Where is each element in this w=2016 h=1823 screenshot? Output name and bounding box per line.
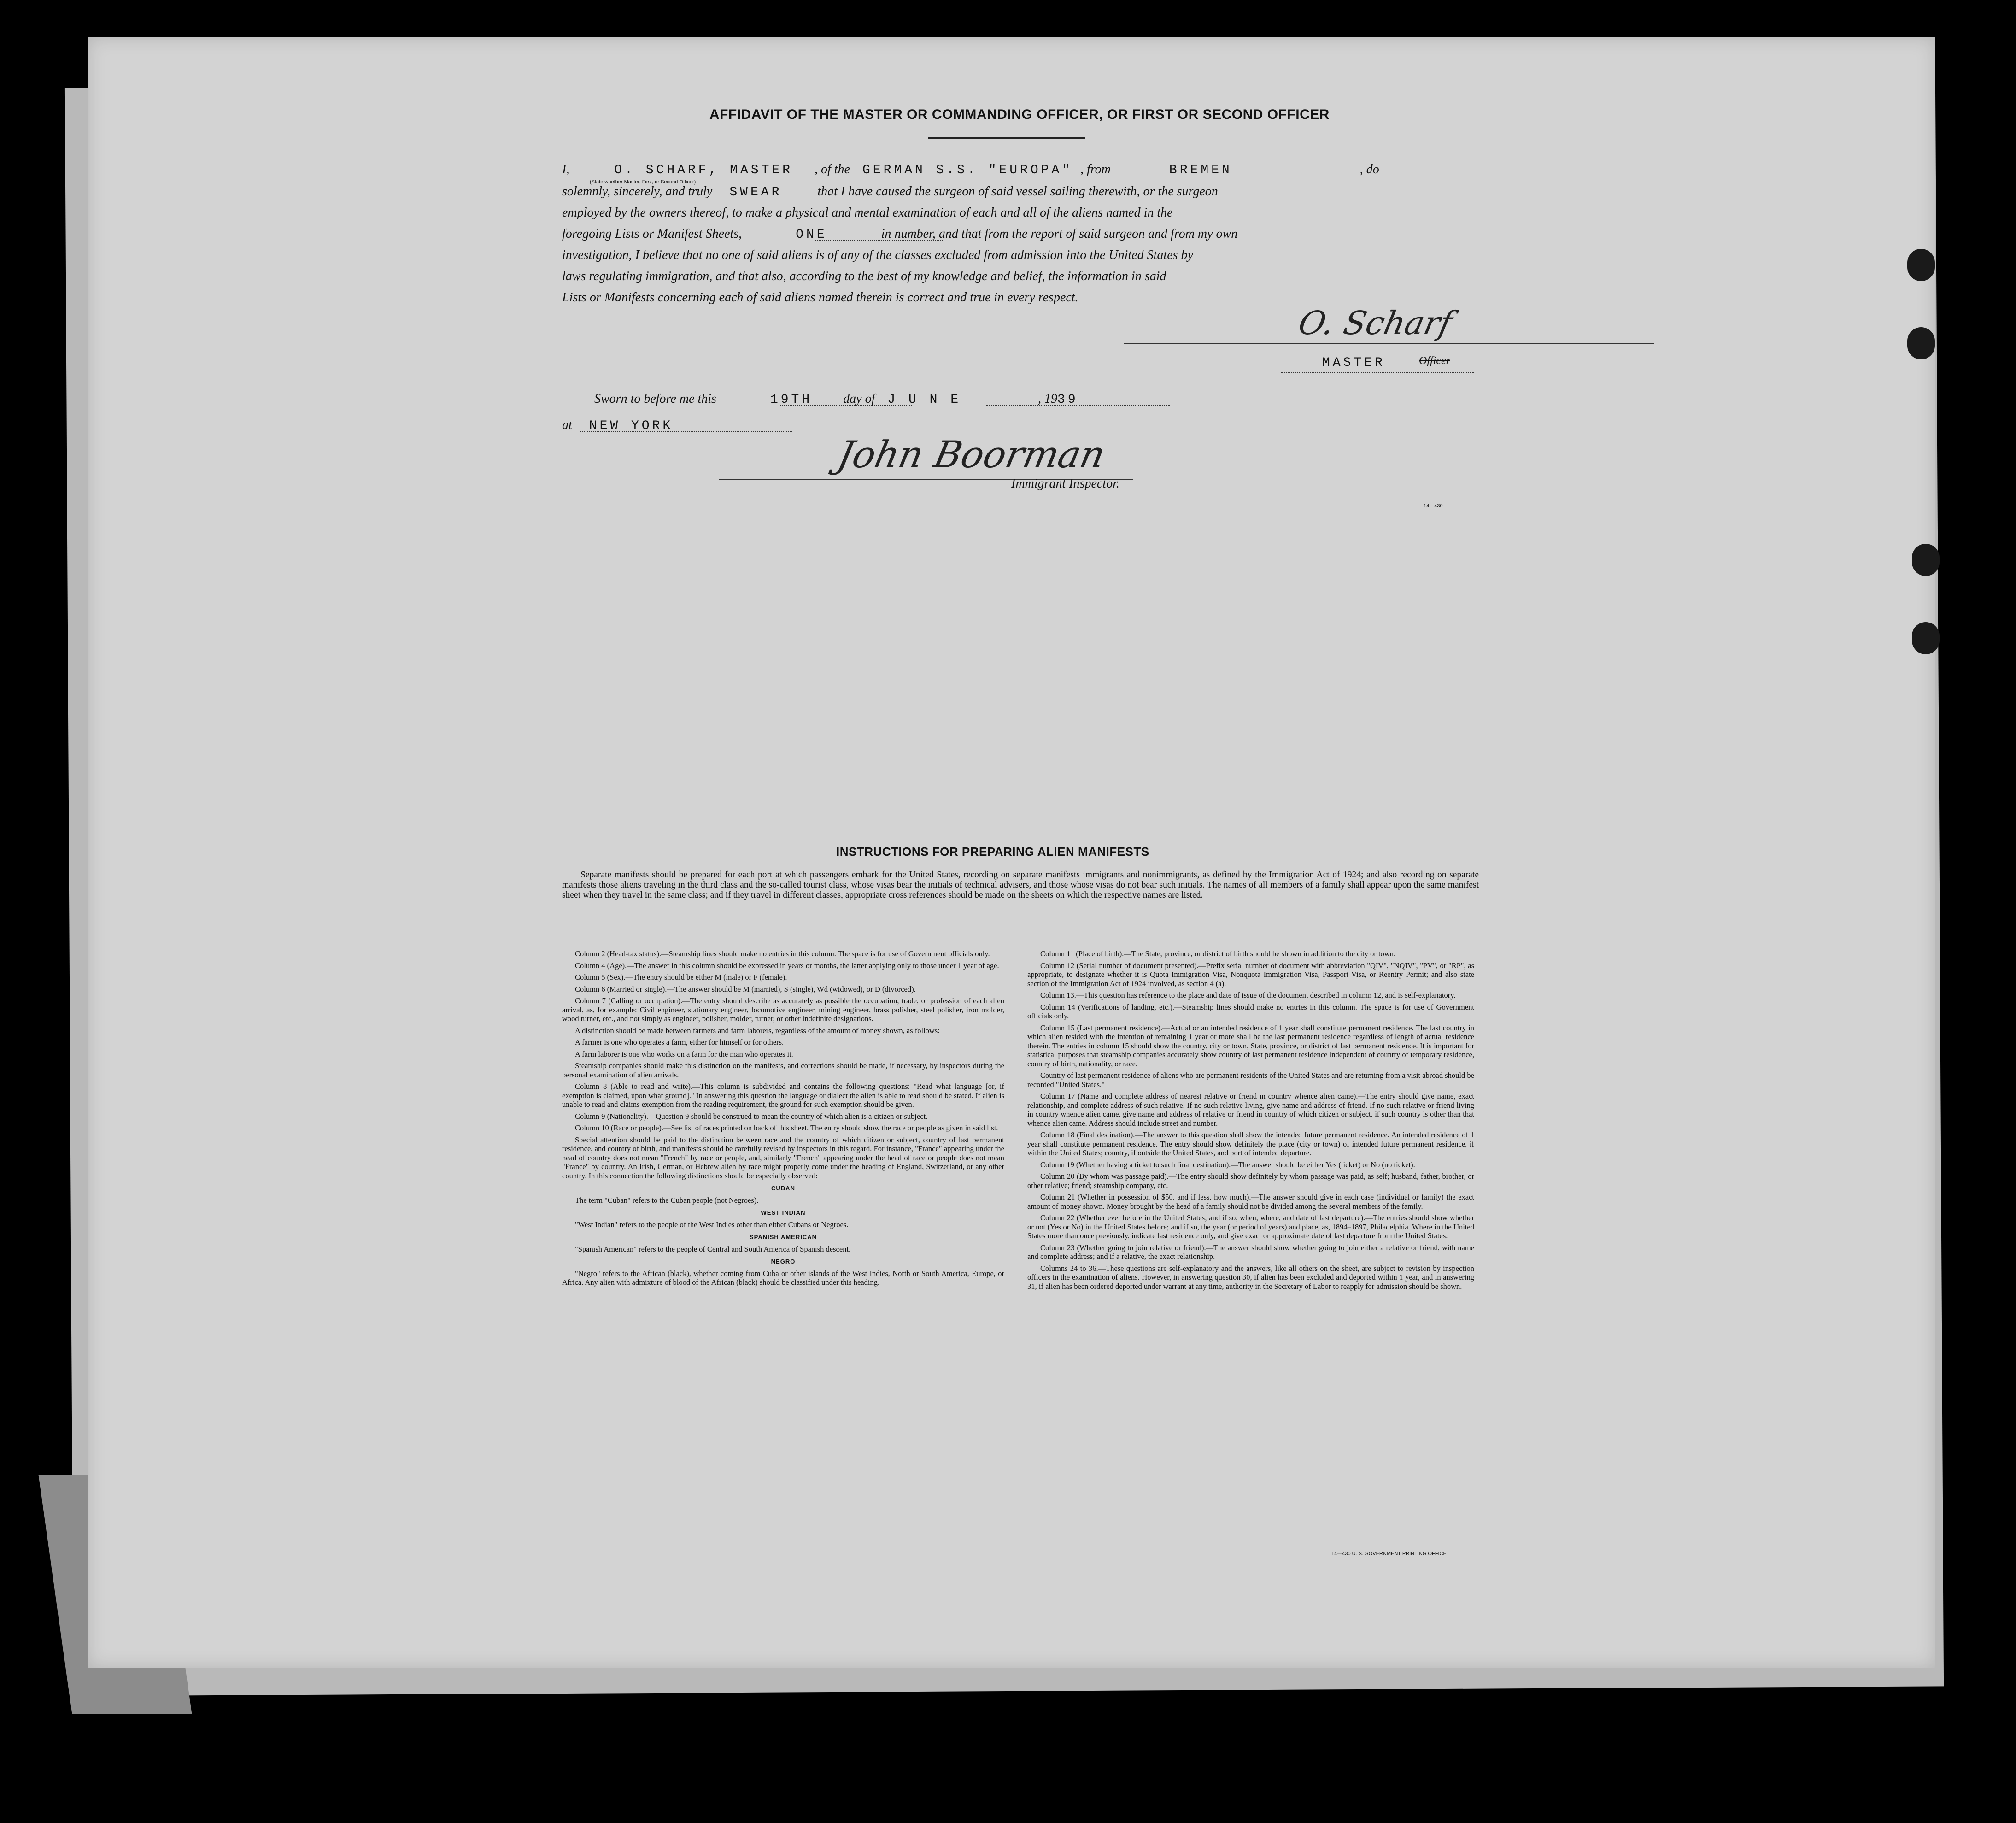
vessel-field: GERMAN S.S. "EUROPA" — [862, 163, 1073, 177]
instructions-intro — [562, 870, 1479, 900]
intro-paragraph: Separate manifests should be prepared for each port at which passengers embark for the United States, recording on separate manifests immigrants and nonimmigrants, as defined by the Immigration Act of 1924; and also recording on separate manifests those aliens traveling in the third class and the so-called tourist class, whose visas bear the initials of technical advisers, and those whose visas do not bear such initials. The names of all members of a family shall appear upon the same manifest sheet when they travel in the same class; and if they travel in different classes, appropriate cross references should be made on the sheets on which the respective names are listed. — [562, 870, 1479, 900]
struck-officer: Officer — [1419, 355, 1450, 367]
affidavit-title: AFFIDAVIT OF THE MASTER OR COMMANDING OFFICER, OR FIRST OR SECOND OFFICER — [709, 107, 1330, 122]
master-signature: O. Scharf — [1295, 304, 1456, 342]
text: , of the — [814, 162, 850, 176]
column-instruction: Column 17 (Name and complete address of nearest relative or friend in country whence alien came).—The entry should give name, exact relationship, and complete address of such relative. If no such relative living, give name and address of friend. If no such relative or friend living in country whence alien came, give name and address of relative or friend in country of which citizen or subject, if such country is other than that whence alien came. Address should include street and number. — [1027, 1092, 1474, 1128]
column-instruction: Column 21 (Whether in possession of $50, and if less, how much).—The answer should give in each case (individual or family) the exact amount of money shown. Money brought by the head of a family should not be divided among the several members of the family. — [1027, 1193, 1474, 1211]
column-instruction: Column 7 (Calling or occupation).—The entry should describe as accurately as possible the occupation, trade, or profession of each alien arrival, as, for example: Civil engineer, stationary engineer, locomotive engineer, mining engineer, brass polisher, steel polisher, iron molder, wood turner, etc., and not simply as engineer, polisher, molder, turner, or other indefinite designations. — [562, 996, 1004, 1023]
column-instruction: Special attention should be paid to the distinction between race and the country of which citizen or subject, country of last permanent residence, and country of birth, and manifests should be carefully revised by inspectors in this regard. For instance, "France" appearing under the head of country does not mean "French" by race or people, and, similarly "French" appearing under the head of race or people does not mean "France" by country. An Irish, German, or Hebrew alien by race might properly come under the heading of England, Switzerland, or any other country. In this connection the following distinctions should be especially observed: — [562, 1135, 1004, 1180]
column-instruction: A farm laborer is one who works on a farm for the man who operates it. — [575, 1049, 793, 1059]
signature-rule — [1124, 343, 1654, 344]
race-heading: SPANISH AMERICAN — [749, 1234, 817, 1241]
affidavit-line-3: employed by the owners thereof, to make a physical and mental examination of each and all of the aliens named in the — [562, 206, 1173, 220]
day-field: 19TH — [770, 393, 813, 407]
binder-hole — [1912, 622, 1940, 654]
race-heading: WEST INDIAN — [761, 1209, 806, 1216]
column-instruction: Column 20 (By whom was passage paid).—The entry should show definitely by whom passage was paid, as self; husband, father, brother, or other relative; friend; steamship company, etc. — [1027, 1172, 1474, 1190]
text: , 19 — [1038, 392, 1058, 406]
month-field: J U N E — [887, 393, 961, 407]
race-definition: "West Indian" refers to the people of the West Indies other than either Cubans or Negroes. — [575, 1220, 849, 1229]
text: in number, and that from the report of said surgeon and from my own — [881, 227, 1238, 241]
race-definition: "Spanish American" refers to the people of Central and South America of Spanish descent. — [575, 1244, 851, 1253]
column-instruction: Column 2 (Head-tax status).—Steamship lines should make no entries in this column. The space is for use of Government officials only. — [575, 949, 990, 958]
affidavit-line-5: investigation, I believe that no one of said aliens is of any of the classes excluded from admission into the United States by — [562, 248, 1193, 262]
column-instruction: Column 13.—This question has reference to the place and date of issue of the document described in column 12, and is self-explanatory. — [1040, 991, 1456, 1000]
signer-title: MASTER — [1322, 356, 1385, 370]
column-instruction: A distinction should be made between farmers and farm laborers, regardless of the amount of money shown, as follows: — [575, 1026, 940, 1035]
affidavit-line-1 — [562, 159, 1930, 181]
text: foregoing Lists or Manifest Sheets, — [562, 227, 742, 241]
column-instruction: Column 15 (Last permanent residence).—Actual or an intended residence of 1 year shall constitute permanent residence. The last country in which alien resided with the intention of remaining 1 year or more shall be the last permanent residence regardless of length of actual residence therein. The entries in column 15 should show the country, city or town, State, province, or district of last permanent residence. It is important for statistical purposes that steamship companies accurately show country of last permanent residence independent of country of temporary residence, country of birth, nationality, or race. — [1027, 1023, 1474, 1068]
dotted-rule — [815, 240, 944, 241]
race-heading: NEGRO — [771, 1258, 796, 1265]
count-field: ONE — [796, 228, 827, 242]
column-instruction: Column 9 (Nationality).—Question 9 should be construed to mean the country of which alien is a citizen or subject. — [575, 1111, 928, 1121]
inspector-signature: John Boorman — [834, 433, 1109, 476]
title-rule — [928, 137, 1085, 139]
column-instruction: Columns 24 to 36.—These questions are self-explanatory and the answers, like all others on the sheet, are subject to revision by inspection officers in the examination of aliens. However, in answering question 30, if alien has been excluded and deported within 1 year, and in answering 31, if alien has been ordered deported under warrant at any time, authority in the Secretary of Labor to reapply for admission should be shown. — [1027, 1264, 1474, 1291]
affidavit-line-4 — [562, 223, 1930, 246]
column-instruction: Column 5 (Sex).—The entry should be either M (male) or F (female). — [575, 973, 787, 982]
instructions-title: INSTRUCTIONS FOR PREPARING ALIEN MANIFESTS — [836, 845, 1149, 859]
text: I, — [562, 162, 570, 176]
column-instruction: Column 11 (Place of birth).—The State, province, or district of birth should be shown in addition to the city or town. — [1040, 949, 1396, 958]
affidavit-line-6: laws regulating immigration, and that also, according to the best of my knowledge and belief, the information in said — [562, 269, 1166, 283]
column-instruction: Column 8 (Able to read and write).—This column is subdivided and contains the following questions: "Read what language [or, if exemption is claimed, upon what ground]." In answering this question the language or dialect the alien is able to read should be stated. If alien is unable to read and claims exemption from the reading requirement, the ground for such exemption should be given. — [562, 1082, 1004, 1109]
printer-imprint: 14—430 U. S. GOVERNMENT PRINTING OFFICE — [1331, 1551, 1447, 1557]
column-instruction: Column 6 (Married or single).—The answer should be M (married), S (single), Wd (widowed), or D (divorced). — [575, 984, 916, 994]
text: that I have caused the surgeon of said vessel sailing therewith, or the surgeon — [817, 184, 1218, 199]
instructions-left-column — [562, 949, 1004, 1290]
binder-hole — [1912, 544, 1940, 576]
column-instruction: A farmer is one who operates a farm, either for himself or for others. — [575, 1038, 784, 1047]
binder-hole — [1907, 249, 1935, 281]
column-instruction: Column 18 (Final destination).—The answer to this question shall show the intended future permanent residence. An intended residence of 1 year shall constitute permanent residence. The entry should show definitely the place (city or town) of intended future permanent residence, if within the United States; country, if outside the United States, and port of intended departure. — [1027, 1130, 1474, 1157]
column-instruction: Column 23 (Whether going to join relative or friend).—The answer should show whether going to join either a relative or friend, with name and complete address; and if a relative, the exact relationship. — [1027, 1243, 1474, 1261]
instructions-right-column — [1027, 949, 1474, 1294]
place-field: NEW YORK — [589, 419, 674, 433]
column-instruction: Column 10 (Race or people).—See list of races printed on back of this sheet. The entry should show the race or people as given in said list. — [575, 1123, 998, 1132]
race-definition: The term "Cuban" refers to the Cuban people (not Negroes). — [575, 1195, 759, 1205]
column-instruction: Steamship companies should make this distinction on the manifests, and corrections should be made, if necessary, by inspectors during the personal examination of alien arrivals. — [562, 1061, 1004, 1079]
race-heading: CUBAN — [771, 1185, 795, 1192]
oath-verb-field: SWEAR — [729, 185, 782, 200]
column-instruction: Column 4 (Age).—The answer in this column should be expressed in years or months, the latter applying only to those under 1 year of age. — [575, 961, 999, 970]
column-instruction: Column 22 (Whether ever before in the United States; and if so, when, where, and date of last departure).—The entries should show whether or not (Yes or No) in the United States before; and if so, the year (or period of years) and place, as, 1894–1897, Philadelphia. Where in the United States more than once previously, indicate last residence only, and give exact or approximate date of last departure from the United States. — [1027, 1213, 1474, 1240]
rank-note: (State whether Master, First, or Second Officer) — [590, 179, 696, 185]
text: Sworn to before me this — [594, 392, 716, 406]
text: solemnly, sincerely, and truly — [562, 184, 713, 199]
column-instruction: Country of last permanent residence of aliens who are permanent residents of the United States and are returning from a visit abroad should be recorded "United States." — [1027, 1071, 1474, 1089]
text: , do — [1360, 162, 1379, 176]
dotted-rule — [580, 431, 792, 432]
sworn-line — [594, 388, 1700, 411]
inspector-title: Immigrant Inspector. — [1011, 476, 1119, 491]
port-field: BREMEN — [1169, 163, 1232, 177]
dotted-rule — [1281, 372, 1474, 373]
race-definition: "Negro" refers to the African (black), whether coming from Cuba or other islands of the West Indies, North or South America, Europe, or Africa. Any alien with admixture of blood of the African (black) should be classified under this heading. — [562, 1269, 1004, 1287]
master-name-field: O. SCHARF, MASTER — [614, 163, 793, 177]
text: day of — [843, 392, 875, 406]
binder-hole — [1907, 327, 1935, 359]
form-number: 14—430 — [1424, 503, 1443, 509]
dotted-rule — [779, 405, 912, 406]
text: , from — [1080, 162, 1111, 176]
affidavit-line-7: Lists or Manifests concerning each of said aliens named therein is correct and true in every respect. — [562, 290, 1078, 305]
text: at — [562, 418, 572, 432]
dotted-rule — [986, 405, 1170, 406]
column-instruction: Column 12 (Serial number of document presented).—Prefix serial number of document with abbreviation "QIV", "NQIV", "PV", or "RP", as appropriate, to designate whether it is Quota Immigration Visa, Nonquota Immigration Visa, Passport Visa, or Reentry Permit; and also state section of the Immigration Act of 1924 involved, as section 4 (a). — [1027, 961, 1474, 988]
year-field: 39 — [1057, 393, 1078, 407]
affidavit-line-2 — [562, 181, 1930, 203]
column-instruction: Column 14 (Verifications of landing, etc.).—Steamship lines should make no entries in this column. The space is for use of Government officials only. — [1027, 1002, 1474, 1020]
column-instruction: Column 19 (Whether having a ticket to such final destination).—The answer should be either Yes (ticket) or No (no ticket). — [1040, 1160, 1415, 1169]
